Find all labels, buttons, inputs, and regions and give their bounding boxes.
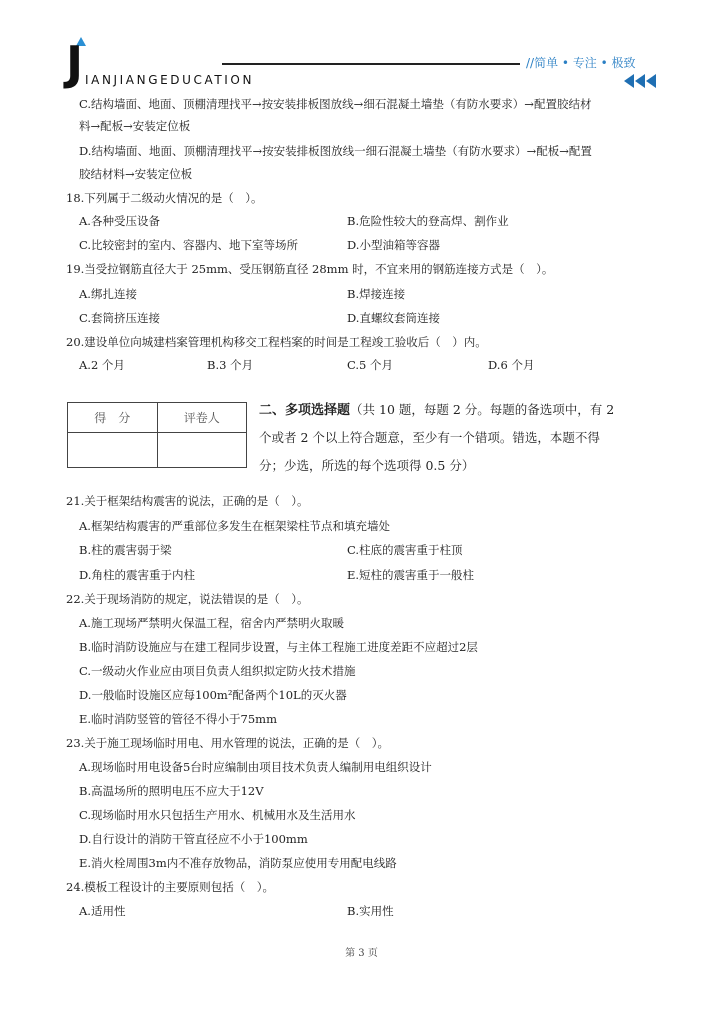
section2-line1 <box>259 401 614 420</box>
q19-option-d: D.直螺纹套筒连接 <box>347 311 440 325</box>
q18-option-d: D.小型油箱等容器 <box>347 238 440 252</box>
q23-option-e: E.消火栓周围3m内不准存放物品，消防泵应使用专用配电线路 <box>79 856 397 870</box>
grade-box <box>67 402 247 468</box>
page-number: 第 3 页 <box>345 948 378 959</box>
header-slogan: //简单 • 专注 • 极致 <box>526 56 636 70</box>
q18-stem: 18.下列属于二级动火情况的是（ ）。 <box>66 191 263 205</box>
q23-option-a: A.现场临时用电设备5台时应编制由项目技术负责人编制用电组织设计 <box>79 760 432 774</box>
q20-stem: 20.建设单位向城建档案管理机构移交工程档案的时间是工程竣工验收后（ ）内。 <box>66 335 487 349</box>
q21-option-d: D.角柱的震害重于内柱 <box>79 568 195 582</box>
q21-option-c: C.柱底的震害重于柱顶 <box>347 543 463 557</box>
section2-line2: 个或者 2 个以上符合题意，至少有一个错项。错选，本题不得 <box>259 430 600 445</box>
q18-option-c: C.比较密封的室内、容器内、地下室等场所 <box>79 238 299 252</box>
logo-initial: J <box>66 36 84 90</box>
q23-option-b: B.高温场所的照明电压不应大于12V <box>79 784 264 798</box>
q22-option-c: C.一级动火作业应由项目负责人组织拟定防火技术措施 <box>79 664 356 678</box>
q19-option-c: C.套筒挤压连接 <box>79 311 161 325</box>
q18-option-a: A.各种受压设备 <box>79 214 160 228</box>
q24-option-a: A.适用性 <box>79 904 126 918</box>
q22-option-b: B.临时消防设施应与在建工程同步设置，与主体工程施工进度差距不应超过2层 <box>79 640 478 654</box>
q17-option-c-line2: 料→配板→安装定位板 <box>79 119 191 133</box>
q23-option-d: D.自行设计的消防干管直径应不小于100mm <box>79 832 308 846</box>
q17-option-c-line1: C.结构墙面、地面、顶棚清理找平→按安装排板图放线→细石混凝土墙垫（有防水要求）→配置胶结材 <box>79 97 592 111</box>
q22-option-e: E.临时消防竖管的管径不得小于75mm <box>79 712 277 726</box>
section2-title: 二、多项选择题 <box>259 403 351 418</box>
q23-option-c: C.现场临时用水只包括生产用水、机械用水及生活用水 <box>79 808 356 822</box>
q21-option-b: B.柱的震害弱于梁 <box>79 543 172 557</box>
section2-intro: （共 10 题，每题 2 分。每题的备选项中，有 2 <box>350 402 615 417</box>
q22-option-d: D.一般临时设施区应每100m²配备两个10L的灭火器 <box>79 688 347 702</box>
logo-text: IANJIANGEDUCATION <box>85 73 255 87</box>
score-cell <box>68 433 158 468</box>
q21-option-a: A.框架结构震害的严重部位多发生在框架梁柱节点和填充墙处 <box>79 519 390 533</box>
q23-stem: 23.关于施工现场临时用电、用水管理的说法，正确的是（ ）。 <box>66 736 390 750</box>
q24-stem: 24.模板工程设计的主要原则包括（ ）。 <box>66 880 275 894</box>
q19-option-a: A.绑扎连接 <box>79 287 137 301</box>
q22-option-a: A.施工现场严禁明火保温工程，宿舍内严禁明火取暖 <box>79 616 344 630</box>
q22-stem: 22.关于现场消防的规定，说法错误的是（ ）。 <box>66 592 309 606</box>
q20-option-d: D.6 个月 <box>488 358 535 372</box>
q17-option-d-line2: 胶结材料→安装定位板 <box>79 167 193 181</box>
q20-option-b: B.3 个月 <box>207 358 254 372</box>
reviewer-cell <box>157 433 247 468</box>
q20-option-a: A.2 个月 <box>79 358 125 372</box>
section2-line3: 分；少选，所选的每个选项得 0.5 分） <box>259 458 475 473</box>
q19-option-b: B.焊接连接 <box>347 287 406 301</box>
q20-option-c: C.5 个月 <box>347 358 394 372</box>
q18-option-b: B.危险性较大的登高焊、割作业 <box>347 214 509 228</box>
q19-stem: 19.当受拉钢筋直径大于 25mm、受压钢筋直径 28mm 时，不宜来用的钢筋连接方式是（ ）。 <box>66 262 554 276</box>
q21-stem: 21.关于框架结构震害的说法，正确的是（ ）。 <box>66 494 309 508</box>
q24-option-b: B.实用性 <box>347 904 394 918</box>
header-divider <box>222 63 520 65</box>
q17-option-d-line1: D.结构墙面、地面、顶棚清理找平→按安装排板图放线一细石混凝土墙垫（有防水要求）→配板→配置 <box>79 144 592 158</box>
reviewer-header: 评卷人 <box>157 403 247 433</box>
score-header: 得 分 <box>68 403 158 433</box>
triple-arrow-icon <box>624 74 658 88</box>
q21-option-e: E.短柱的震害重于一般柱 <box>347 568 475 582</box>
